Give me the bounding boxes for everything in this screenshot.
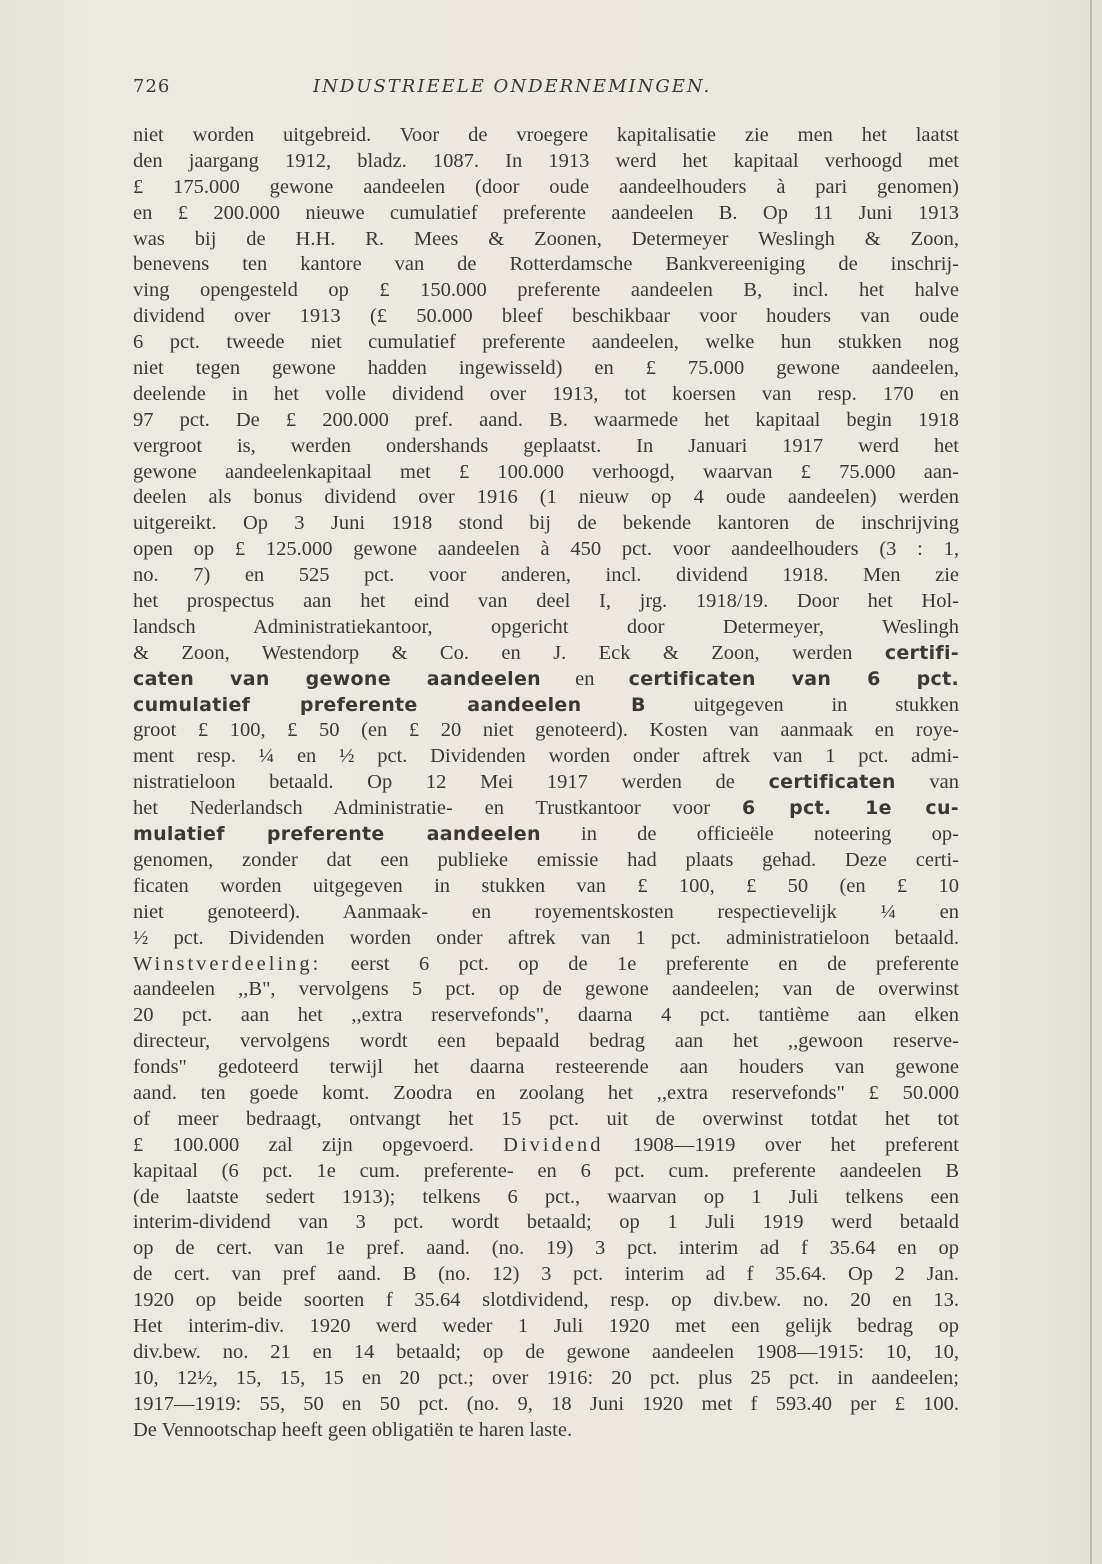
spaced-heading: Winstverdeeling: xyxy=(133,952,322,975)
line-text: aandeelen ,,B", vervolgens 5 pct. op de gewone aandeelen; van de overwinst xyxy=(133,978,959,1001)
line-text: van xyxy=(895,771,959,794)
line-text: groot £ 100, £ 50 (en £ 20 niet genoteerd). Kosten van aanmaak en roye- xyxy=(133,719,959,742)
text-line xyxy=(133,977,959,1003)
line-text: dividend over 1913 (£ 50.000 bleef beschikbaar voor houders van oude xyxy=(133,305,959,328)
text-line xyxy=(133,848,959,874)
text-line xyxy=(133,926,959,952)
line-text: div.bew. no. 21 en 14 betaald; op de gewone aandeelen 1908—1915: 10, 10, xyxy=(133,1340,959,1363)
line-text: gewone aandeelenkapitaal met £ 100.000 verhoogd, waarvan £ 75.000 aan- xyxy=(133,460,959,483)
text-line xyxy=(133,1262,959,1288)
text-line xyxy=(133,1288,959,1314)
text-line xyxy=(133,1003,959,1029)
line-text: landsch Administratiekantoor, opgericht door Determeyer, Weslingh xyxy=(133,615,959,638)
text-line xyxy=(133,952,959,978)
text-line xyxy=(133,175,959,201)
line-text: aand. ten goede komt. Zoodra en zoolang het ,,extra reservefonds" £ 50.000 xyxy=(133,1081,959,1104)
line-text: ficaten worden uitgegeven in stukken van £ 100, £ 50 (en £ 10 xyxy=(133,874,959,897)
text-line xyxy=(133,252,959,278)
line-text: den jaargang 1912, bladz. 1087. In 1913 werd het kapitaal verhoogd met xyxy=(133,149,959,172)
text-line xyxy=(133,718,959,744)
text-line xyxy=(133,1314,959,1340)
text-line xyxy=(133,537,959,563)
text-line xyxy=(133,615,959,641)
line-text: de cert. van pref aand. B (no. 12) 3 pct. interim ad f 35.64. Op 2 Jan. xyxy=(133,1263,959,1286)
bold-term: caten van gewone aandeelen xyxy=(133,667,541,690)
line-text: 10, 12½, 15, 15, 15 en 20 pct.; over 1916: 20 pct. plus 25 pct. in aandeelen; xyxy=(133,1366,959,1389)
line-text: directeur, vervolgens wordt een bepaald bedrag aan het ,,gewoon reserve- xyxy=(133,1030,959,1053)
line-text: genomen, zonder dat een publieke emissie had plaats gehad. Deze certi- xyxy=(133,848,959,871)
line-text: £ 175.000 gewone aandeelen (door oude aandeelhouders à pari genomen) xyxy=(133,175,959,198)
line-text: 1908—1919 over het preferent xyxy=(603,1133,959,1156)
line-text: uitgereikt. Op 3 Juni 1918 stond bij de bekende kantoren de inschrijving xyxy=(133,512,959,535)
text-line xyxy=(133,434,959,460)
text-line xyxy=(133,1133,959,1159)
bold-term: 6 pct. 1e cu- xyxy=(741,797,959,820)
line-text: in de officieële noteering op- xyxy=(540,823,959,846)
text-line xyxy=(133,123,959,149)
line-text: het Nederlandsch Administratie- en Trustkantoor voor xyxy=(133,797,742,820)
line-text: ½ pct. Dividenden worden onder aftrek van 1 pct. administratieloon betaald. xyxy=(133,926,959,949)
line-text: vergroot is, werden ondershands geplaatst. In Januari 1917 werd het xyxy=(133,434,959,457)
line-text: 20 pct. aan het ,,extra reservefonds", daarna 4 pct. tantième aan elken xyxy=(133,1004,959,1027)
text-line xyxy=(133,1055,959,1081)
line-text: £ 100.000 zal zijn opgevoerd. xyxy=(133,1133,504,1156)
page-edge xyxy=(1090,0,1092,1564)
text-line xyxy=(133,278,959,304)
bold-term: certificaten van 6 pct. xyxy=(628,667,959,690)
line-text: 97 pct. De £ 200.000 pref. aand. B. waarmede het kapitaal begin 1918 xyxy=(133,408,959,431)
line-text: (de laatste sedert 1913); telkens 6 pct., waarvan op 1 Juli telkens een xyxy=(133,1185,959,1208)
line-text: 6 pct. tweede niet cumulatief preferente aandeelen, welke hun stukken nog xyxy=(133,331,959,354)
text-line xyxy=(133,382,959,408)
spaced-heading: Dividend xyxy=(503,1133,604,1156)
text-line xyxy=(133,641,959,667)
text-line xyxy=(133,460,959,486)
line-text: no. 7) en 525 pct. voor anderen, incl. dividend 1918. Men zie xyxy=(133,564,959,587)
text-line xyxy=(133,744,959,770)
text-line xyxy=(133,1366,959,1392)
text-line xyxy=(133,1340,959,1366)
text-line xyxy=(133,511,959,537)
line-text: & Zoon, Westendorp & Co. en J. Eck & Zoon, werden xyxy=(133,641,885,664)
text-line xyxy=(133,900,959,926)
text-line xyxy=(133,1029,959,1055)
line-text: Het interim-div. 1920 werd weder 1 Juli 1920 met een gelijk bedrag op xyxy=(133,1314,959,1337)
line-text: eerst 6 pct. op de 1e preferente en de preferente xyxy=(321,952,959,975)
bold-term: cumulatief preferente aandeelen B xyxy=(133,693,646,716)
running-title: INDUSTRIEELE ONDERNEMINGEN. xyxy=(313,76,712,97)
text-line xyxy=(133,563,959,589)
text-line xyxy=(133,874,959,900)
line-text: niet tegen gewone hadden ingewisseld) en £ 75.000 gewone aandeelen, xyxy=(133,357,959,380)
line-text: interim-dividend van 3 pct. wordt betaald; op 1 Juli 1919 werd betaald xyxy=(133,1211,959,1234)
line-text: of meer bedraagt, ontvangt het 15 pct. uit de overwinst totdat het tot xyxy=(133,1107,959,1130)
text-line xyxy=(133,149,959,175)
text-line xyxy=(133,1236,959,1262)
line-text: het prospectus aan het eind van deel I, jrg. 1918/19. Door het Hol- xyxy=(133,590,959,613)
text-line xyxy=(133,304,959,330)
text-line xyxy=(133,796,959,822)
text-line xyxy=(133,1210,959,1236)
line-text: kapitaal (6 pct. 1e cum. preferente- en 6 pct. cum. preferente aandeelen B xyxy=(133,1159,959,1182)
line-text: niet worden uitgebreid. Voor de vroegere kapitalisatie zie men het laatst xyxy=(133,124,959,146)
page-header xyxy=(133,76,963,102)
text-line xyxy=(133,1392,959,1418)
line-text: ment resp. ¼ en ½ pct. Dividenden worden onder aftrek van 1 pct. admi- xyxy=(133,745,959,768)
line-text: en xyxy=(540,667,629,690)
text-line xyxy=(133,667,959,693)
text-line xyxy=(133,1159,959,1185)
line-text: uitgegeven in stukken xyxy=(645,693,959,716)
text-line xyxy=(133,485,959,511)
text-line xyxy=(133,693,959,719)
page-number: 726 xyxy=(133,76,171,97)
line-text: ving opengesteld op £ 150.000 preferente aandeelen B, incl. het halve xyxy=(133,279,959,302)
line-text: fonds" gedoteerd terwijl het daarna resteerende aan houders van gewone xyxy=(133,1056,959,1079)
text-line xyxy=(133,201,959,227)
line-text: open op £ 125.000 gewone aandeelen à 450 pct. voor aandeelhouders (3 : 1, xyxy=(133,538,959,561)
text-line xyxy=(133,1185,959,1211)
line-text: benevens ten kantore van de Rotterdamsche Bankvereeniging de inschrij- xyxy=(133,253,959,276)
line-text: deelende in het volle dividend over 1913, tot koersen van resp. 170 en xyxy=(133,382,959,405)
line-text: 1920 op beide soorten f 35.64 slotdividend, resp. op div.bew. no. 20 en 13. xyxy=(133,1289,959,1312)
line-text: en £ 200.000 nieuwe cumulatief preferente aandeelen B. Op 11 Juni 1913 xyxy=(133,201,959,224)
line-text: De Vennootschap heeft geen obligatiën te haren laste. xyxy=(133,1418,573,1441)
bold-term: certifi- xyxy=(884,641,959,664)
text-line xyxy=(133,1081,959,1107)
body-text xyxy=(133,123,959,1443)
text-line xyxy=(133,356,959,382)
text-line xyxy=(133,822,959,848)
line-text: nistratieloon betaald. Op 12 Mei 1917 werden de xyxy=(133,771,769,794)
bold-term: certificaten xyxy=(768,771,896,794)
line-text: 1917—1919: 55, 50 en 50 pct. (no. 9, 18 Juni 1920 met f 593.40 per £ 100. xyxy=(133,1392,959,1415)
text-line xyxy=(133,1107,959,1133)
line-text: op de cert. van 1e pref. aand. (no. 19) 3 pct. interim ad f 35.64 en op xyxy=(133,1237,959,1260)
text-line xyxy=(133,589,959,615)
text-line xyxy=(133,1418,959,1444)
text-line xyxy=(133,408,959,434)
text-line xyxy=(133,227,959,253)
text-line xyxy=(133,770,959,796)
line-text: niet genoteerd). Aanmaak- en royementskosten respectievelijk ¼ en xyxy=(133,900,959,923)
line-text: deelen als bonus dividend over 1916 (1 nieuw op 4 oude aandeelen) werden xyxy=(133,486,959,509)
bold-term: mulatief preferente aandeelen xyxy=(133,823,541,846)
line-text: was bij de H.H. R. Mees & Zoonen, Determeyer Weslingh & Zoon, xyxy=(133,227,959,250)
text-line xyxy=(133,330,959,356)
